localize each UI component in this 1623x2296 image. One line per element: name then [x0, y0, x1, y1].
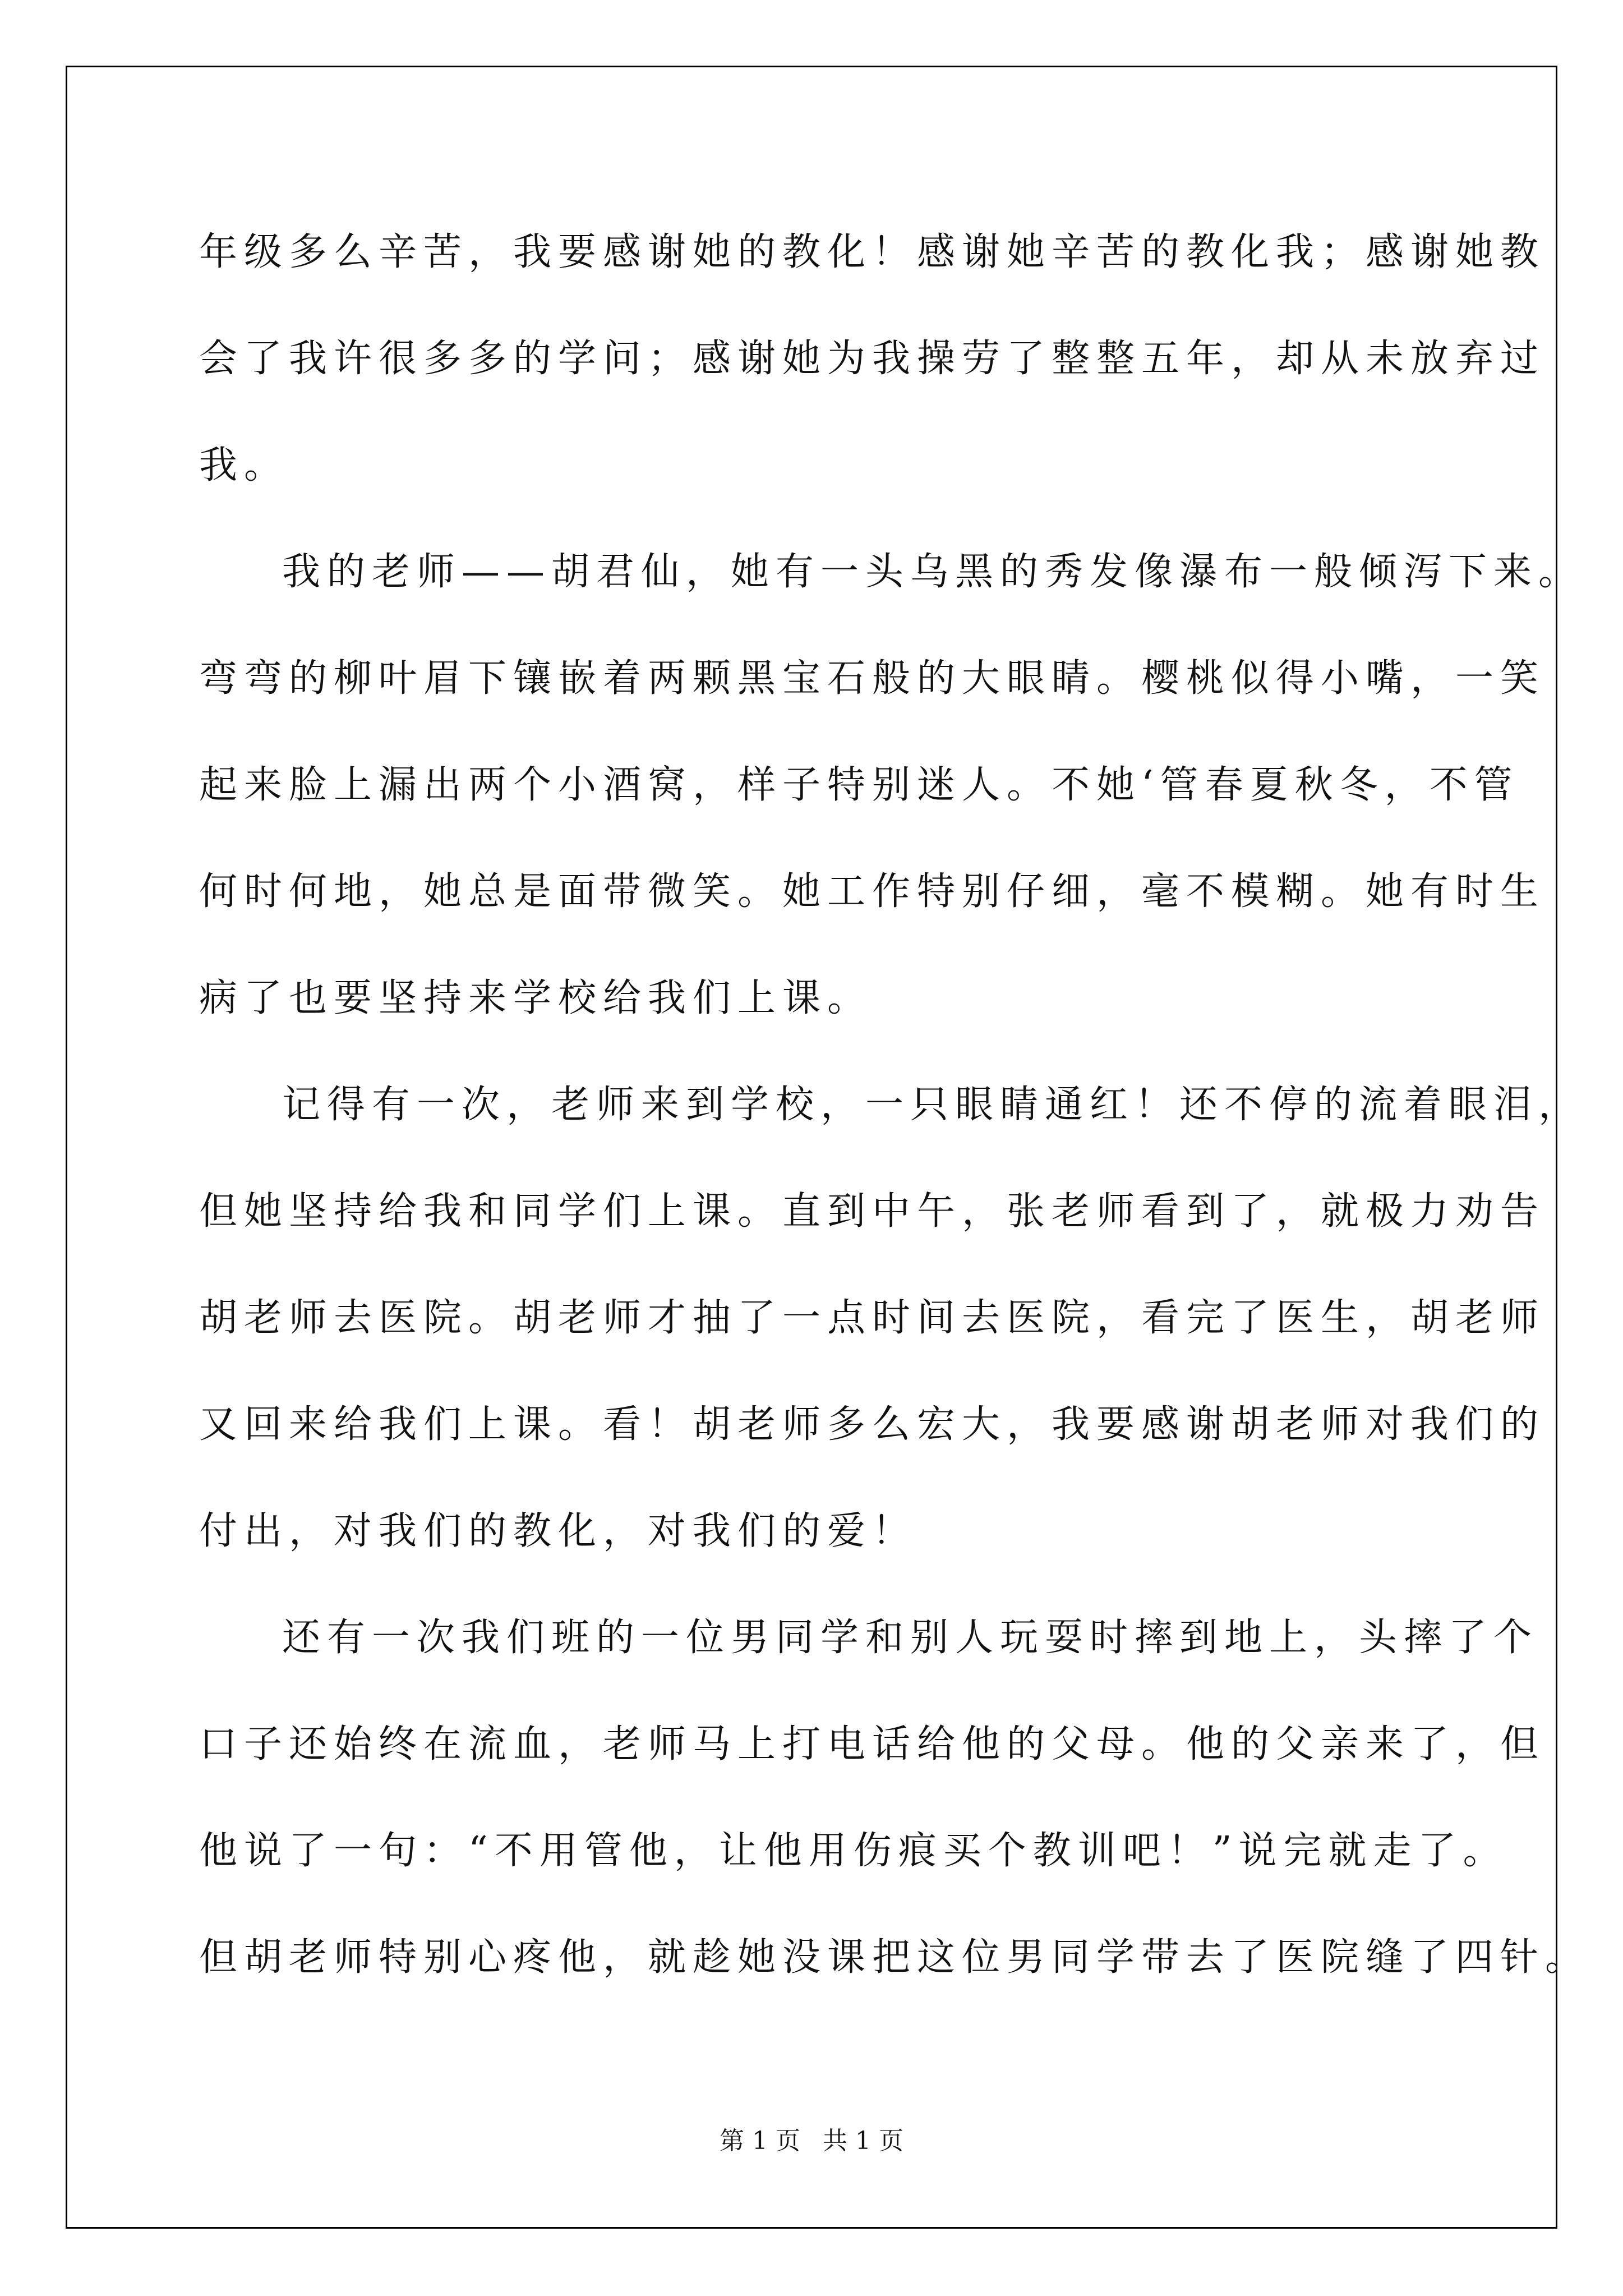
text-line: 病了也要坚持来学校给我们上课。 [199, 976, 873, 1020]
total-pages: 共 1 页 [823, 2127, 903, 2155]
text-line: 他说了一句：“不用管他，让他用伤痕买个教训吧！”说完就走了。 [199, 1829, 1508, 1873]
paragraph-start-line: 还有一次我们班的一位男同学和别人玩耍时摔到地上，头摔了个 [282, 1616, 1539, 1660]
text-line: 但胡老师特别心疼他，就趁她没课把这位男同学带去了医院缝了四针。 [199, 1935, 1590, 1980]
text-line: 付出，对我们的教化，对我们的爱！ [199, 1509, 917, 1553]
page-footer [0, 2120, 1623, 2156]
text-line: 胡老师去医院。胡老师才抽了一点时间去医院，看完了医生，胡老师 [199, 1296, 1546, 1340]
text-line: 但她坚持给我和同学们上课。直到中午，张老师看到了，就极力劝告 [199, 1189, 1546, 1234]
text-line: 年级多么辛苦，我要感谢她的教化！感谢她辛苦的教化我；感谢她教 [199, 230, 1546, 274]
document-body [199, 213, 1590, 2025]
text-line: 起来脸上漏出两个小酒窝，样子特别迷人。不她‘管春夏秋冬，不管 [199, 763, 1519, 807]
text-line: 口子还始终在流血，老师马上打电话给他的父母。他的父亲来了，但 [199, 1722, 1546, 1766]
text-line: 何时何地，她总是面带微笑。她工作特别仔细，毫不模糊。她有时生 [199, 869, 1546, 914]
text-line: 我。 [199, 443, 289, 487]
paragraph-start-line: 我的老师——胡君仙，她有一头乌黑的秀发像瀑布一般倾泻下来。 [282, 550, 1584, 594]
paragraph-start-line: 记得有一次，老师来到学校，一只眼睛通红！还不停的流着眼泪， [282, 1083, 1584, 1127]
text-line: 弯弯的柳叶眉下镶嵌着两颗黑宝石般的大眼睛。樱桃似得小嘴，一笑 [199, 656, 1546, 701]
text-line: 又回来给我们上课。看！胡老师多么宏大，我要感谢胡老师对我们的 [199, 1402, 1546, 1447]
text-line: 会了我许很多多的学问；感谢她为我操劳了整整五年，却从未放弃过 [199, 337, 1546, 381]
page-number: 第 1 页 [720, 2127, 800, 2155]
